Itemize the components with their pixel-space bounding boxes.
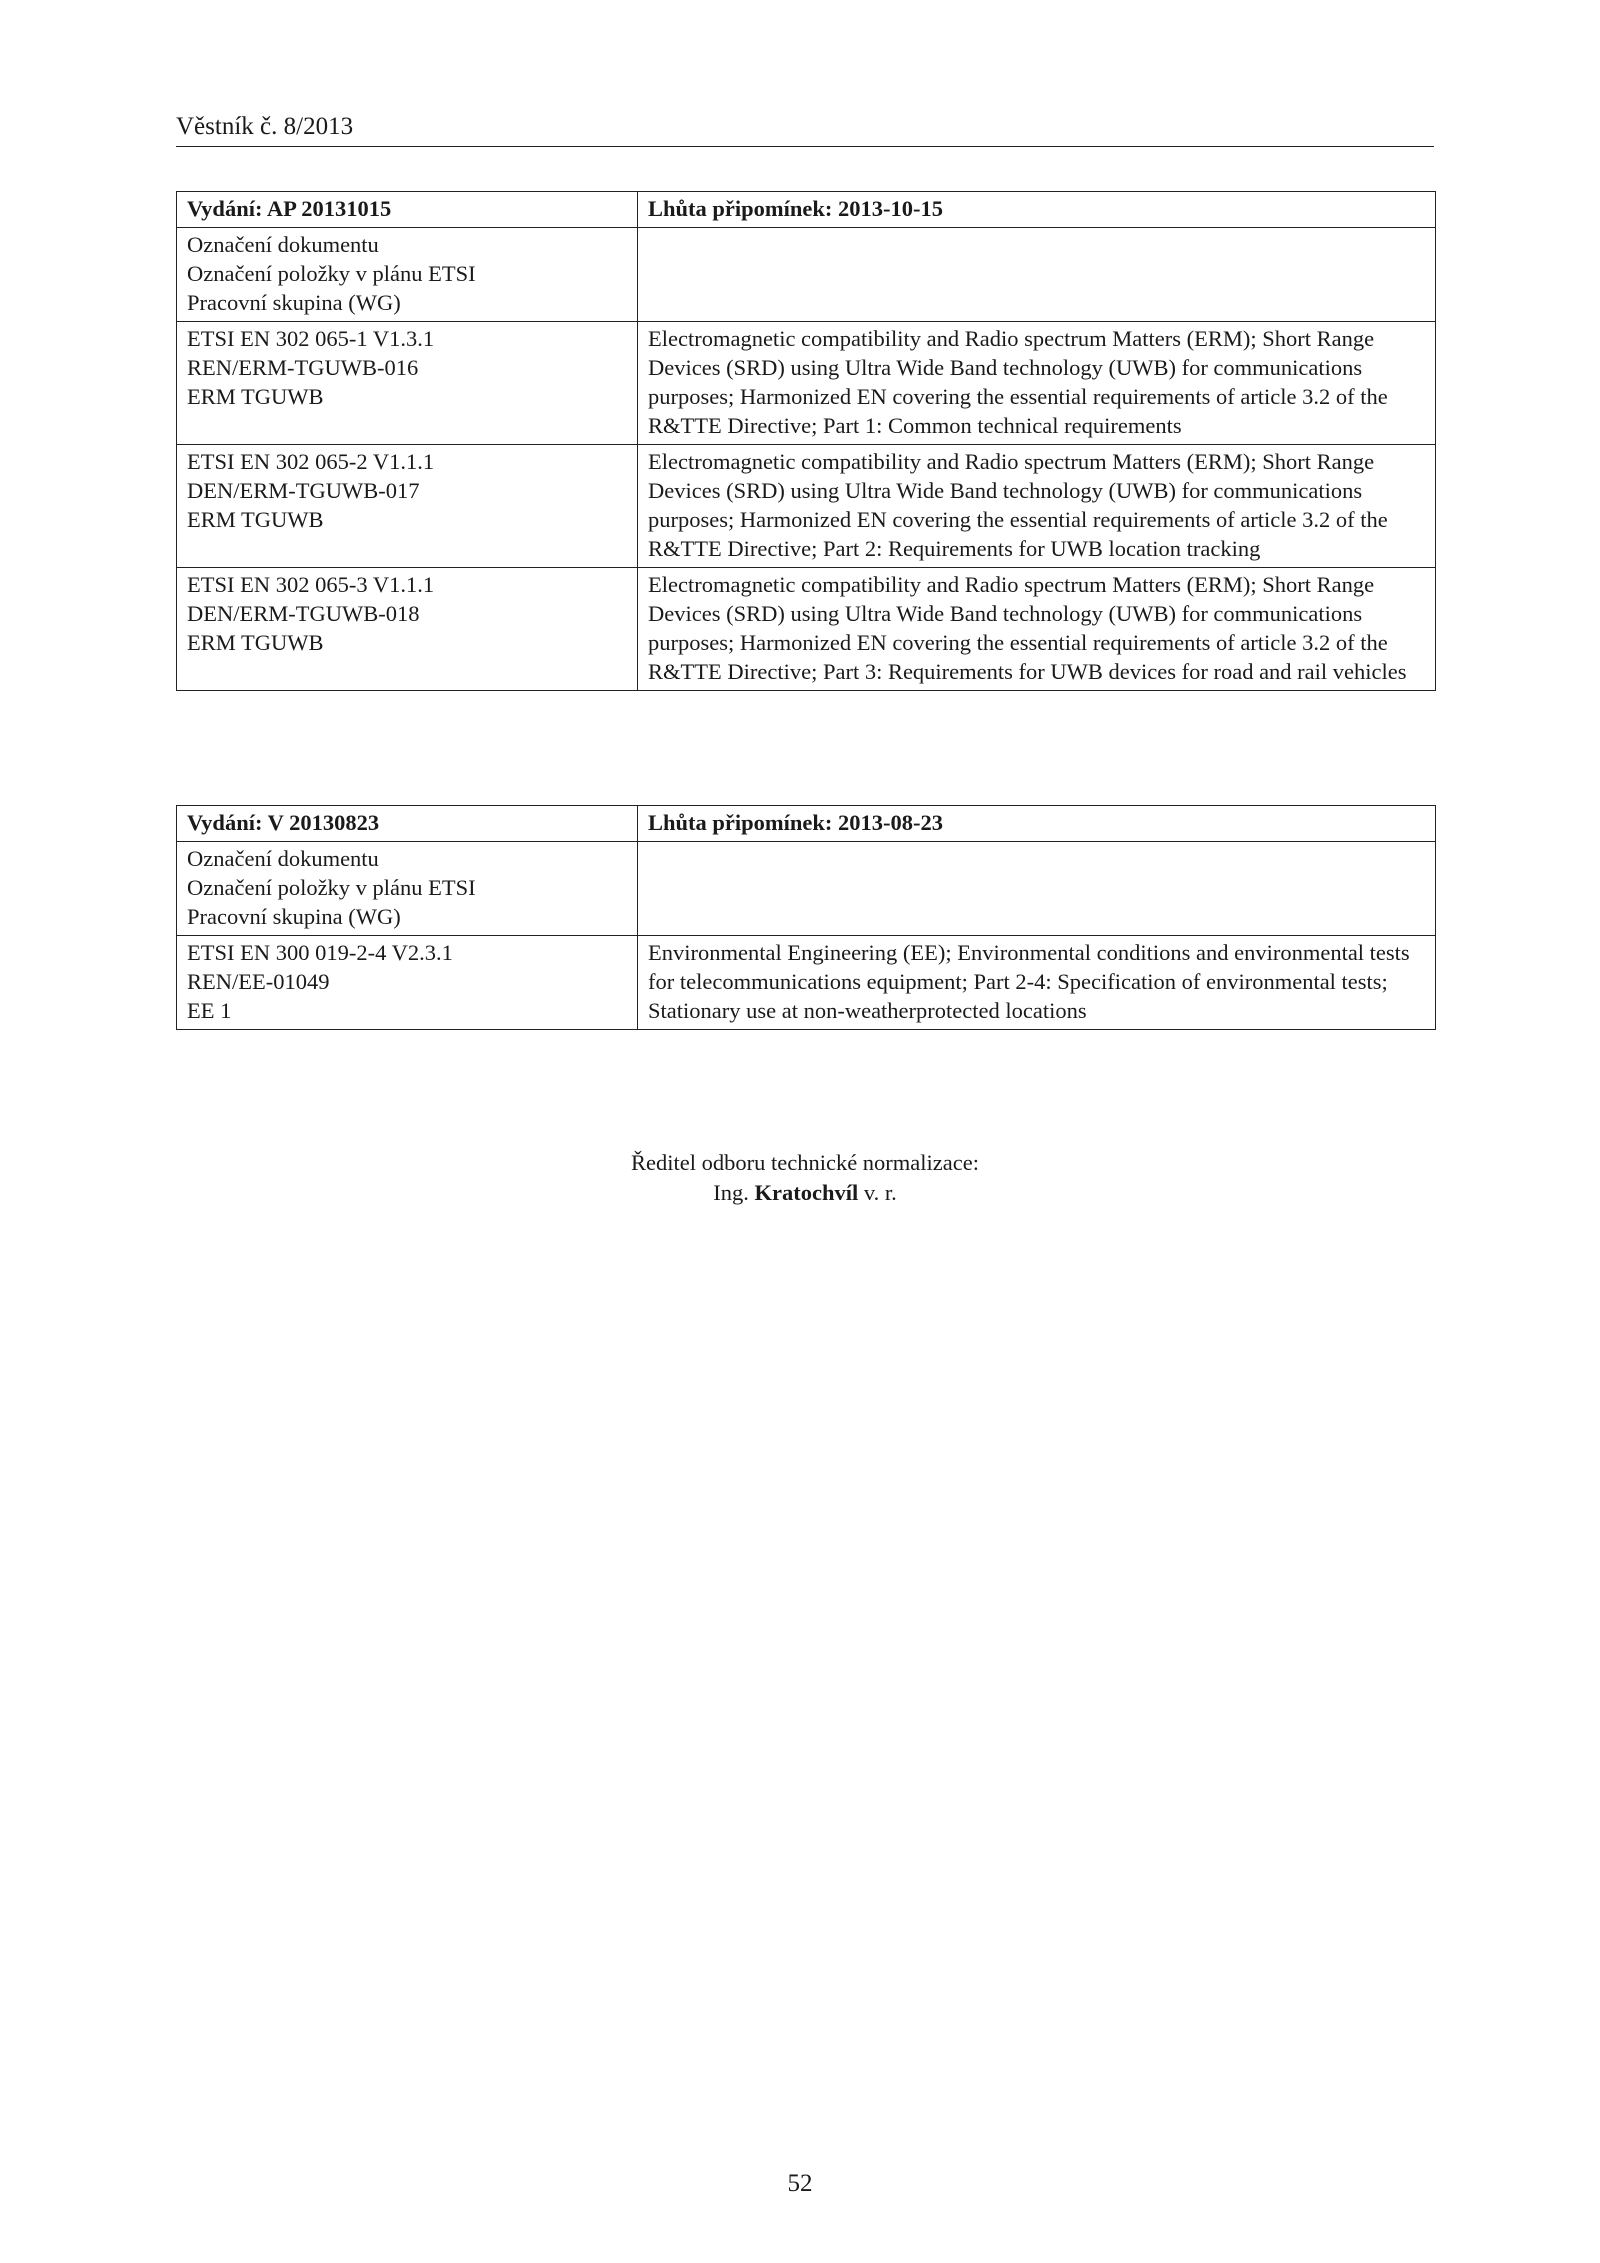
document-ids-cell: ETSI EN 300 019-2-4 V2.3.1 REN/EE-01049 EE 1 [177,936,638,1030]
document-ids-cell: ETSI EN 302 065-2 V1.1.1 DEN/ERM-TGUWB-017 ERM TGUWB [177,445,638,568]
signature-prefix: Ing. [713,1180,749,1205]
page-number: 52 [787,2170,813,2197]
document-title-cell: Electromagnetic compatibility and Radio spectrum Matters (ERM); Short Range Devices (SRD) using Ultra Wide Band technology (UWB) for communications purposes; Harmonized EN covering the essential requirements of article 3.2 of the R&TTE Directive; Part 3: Requirements for UWB devices for road and rail vehicles [638,568,1436,691]
document-ids-cell: ETSI EN 302 065-1 V1.3.1 REN/ERM-TGUWB-016 ERM TGUWB [177,322,638,445]
signature-role: Ředitel odboru technické normalizace: [631,1150,979,1175]
document-ids-cell: ETSI EN 302 065-3 V1.1.1 DEN/ERM-TGUWB-018 ERM TGUWB [177,568,638,691]
table-row [177,322,1436,445]
labels-row [177,228,1436,322]
signature-suffix: v. r. [863,1180,897,1205]
labels-row [177,842,1436,936]
labels-cell: Označení dokumentu Označení položky v plánu ETSI Pracovní skupina (WG) [177,842,638,936]
signature-name: Kratochvíl [754,1180,859,1205]
table-row [177,936,1436,1030]
table-header-row [177,192,1436,228]
edition-cell: Vydání: AP 20131015 [177,192,638,228]
standards-table-1 [176,191,1436,691]
labels-cell: Označení dokumentu Označení položky v plánu ETSI Pracovní skupina (WG) [177,228,638,322]
deadline-cell: Lhůta připomínek: 2013-10-15 [638,192,1436,228]
deadline-cell: Lhůta připomínek: 2013-08-23 [638,806,1436,842]
document-title-cell: Environmental Engineering (EE); Environmental conditions and environmental tests for telecommunications equipment; Part 2-4: Specification of environmental tests; Stationary use at non-weatherprotected locations [638,936,1436,1030]
document-title-cell: Electromagnetic compatibility and Radio spectrum Matters (ERM); Short Range Devices (SRD) using Ultra Wide Band technology (UWB) for communications purposes; Harmonized EN covering the essential requirements of article 3.2 of the R&TTE Directive; Part 1: Common technical requirements [638,322,1436,445]
table-header-row [177,806,1436,842]
table-row [177,568,1436,691]
labels-empty-cell [638,842,1436,936]
signature-block [0,1148,1600,1208]
signature-name-line [0,1178,1600,1208]
labels-empty-cell [638,228,1436,322]
running-header: Věstník č. 8/2013 [176,112,1434,147]
standards-table-2 [176,805,1436,1030]
document-title-cell: Electromagnetic compatibility and Radio spectrum Matters (ERM); Short Range Devices (SRD) using Ultra Wide Band technology (UWB) for communications purposes; Harmonized EN covering the essential requirements of article 3.2 of the R&TTE Directive; Part 2: Requirements for UWB location tracking [638,445,1436,568]
edition-cell: Vydání: V 20130823 [177,806,638,842]
table-row [177,445,1436,568]
